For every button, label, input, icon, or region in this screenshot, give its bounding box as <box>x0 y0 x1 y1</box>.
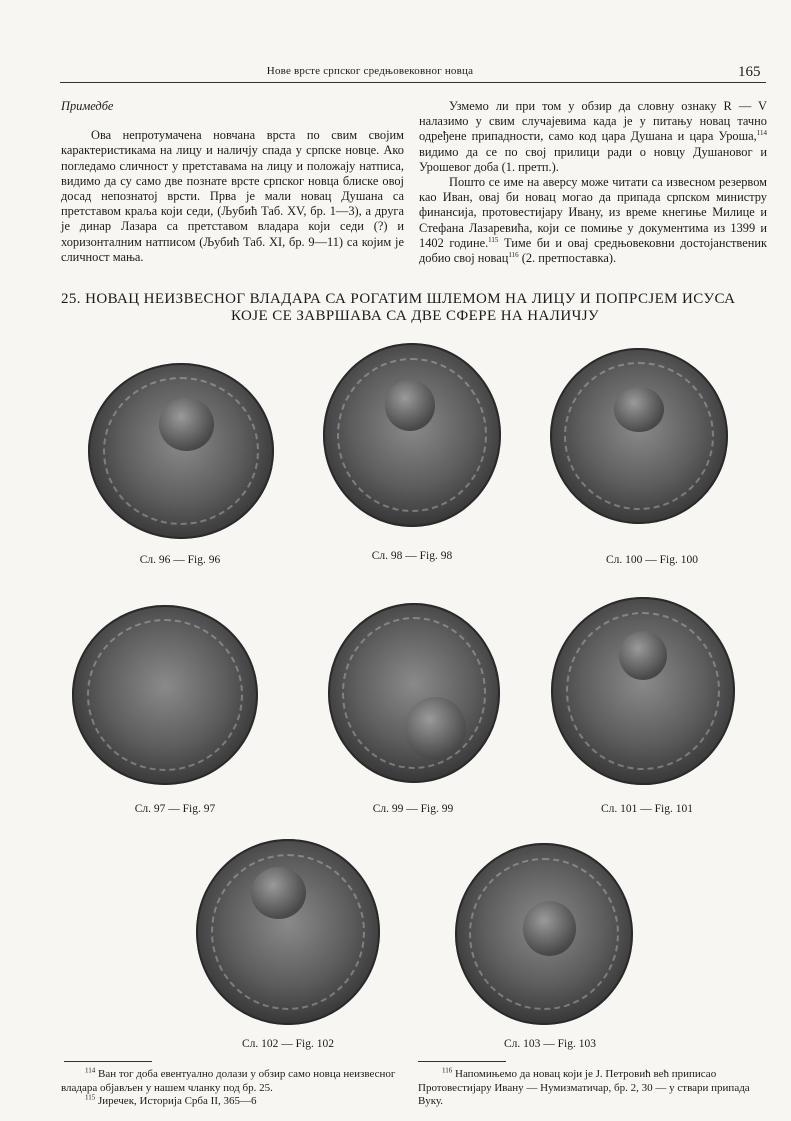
paragraph-1-end: видимо да се по свој прилици ради о новцу Душановог и Урошевог доба (1. претп.). <box>419 144 767 174</box>
coin-photo-98 <box>323 343 501 527</box>
coin-relief <box>159 398 215 451</box>
paragraph-2-text: Пошто се име на аверсу може читати са извесном резервом као Иван, овај би новац могао да припада српском министру финансија, протовестијару Ивану, из време кнегиње Милице и Стефана Лазаревића, који се помиње у документима из 1399 и 1402 године. <box>419 175 767 250</box>
figure-caption-98: Сл. 98 — Fig. 98 <box>371 550 453 562</box>
page-number: 165 <box>738 64 761 80</box>
footnote-rule-right <box>418 1061 506 1062</box>
figure-caption-100: Сл. 100 — Fig. 100 <box>606 554 698 566</box>
footnote-114-text: Ван тог доба евентуално долази у обзир само новца неизвесног владара објављен у нашем чланку под бр. 25. <box>61 1068 396 1094</box>
left-column <box>61 99 404 265</box>
coin-photo-101 <box>551 597 735 785</box>
footnote-number-114: 114 <box>85 1066 96 1075</box>
section-heading <box>61 291 769 325</box>
coin-relief <box>523 901 576 956</box>
paragraph-2-cont: Тиме би и овај средњовековни достојанственик добио свој новац <box>419 235 767 266</box>
figure-caption-99: Сл. 99 — Fig. 99 <box>372 803 454 815</box>
coin-relief <box>614 387 664 433</box>
footnote-115 <box>61 1095 403 1109</box>
coin-photo-102 <box>196 839 380 1025</box>
footnote-116 <box>418 1068 768 1109</box>
coin-photo-99 <box>328 603 500 783</box>
remarks-paragraph: Ова непротумачена новчана врста по свим својим карактеристикама на лицу и наличју спада у српске новце. Ако погледамо сличност у претставама на лицу и положају натписа, видимо да су само две познате врсте српског новца блиске овој досад непознатој врсти. Прва је мали новац Душана са претставом краља који седи, (Љубић Таб. XV, бр. 1—3), а друга је динар Лазара са претставом владара који седи (?) и хоризонталним натписом (Љубић Таб. XI, бр. 9—11) са којим је сличност мања. <box>61 128 404 264</box>
figure-caption-97: Сл. 97 — Fig. 97 <box>134 803 216 815</box>
coin-photo-103 <box>455 843 633 1025</box>
coin-photo-97 <box>72 605 258 785</box>
footnote-number-115: 115 <box>85 1093 96 1102</box>
coin-relief <box>385 380 435 432</box>
coin-photo-96 <box>88 363 274 539</box>
footnote-number-116: 116 <box>442 1066 453 1075</box>
remarks-label: Примедбе <box>61 99 114 113</box>
footnote-ref-114: 114 <box>756 129 767 138</box>
footnote-116-text: Напомињемо да новац који је Ј. Петровић већ приписао Протовестијару Ивану — Нумизматичар, бр. 2, 30 — у ствари припада Вуку. <box>418 1068 750 1107</box>
footnotes-right <box>418 1068 768 1109</box>
coin-relief <box>619 631 667 680</box>
coin-relief <box>405 697 465 760</box>
footnotes-left <box>61 1068 403 1109</box>
figure-caption-96: Сл. 96 — Fig. 96 <box>139 554 221 566</box>
footnote-rule-left <box>64 1061 152 1062</box>
header-rule <box>60 82 766 83</box>
right-column <box>419 99 767 266</box>
coin-photo-100 <box>550 348 728 524</box>
paragraph-1 <box>419 99 767 175</box>
footnote-114 <box>61 1068 403 1095</box>
section-heading-line2: КОЈЕ СЕ ЗАВРШАВА СА ДВЕ СФЕРЕ НА НАЛИЧЈУ <box>231 308 599 324</box>
footnote-ref-116: 116 <box>508 250 519 259</box>
running-title: Нове врсте српског средњовековног новца <box>266 65 474 77</box>
paragraph-2 <box>419 175 767 266</box>
paragraph-2-end: (2. претпоставка). <box>518 251 617 266</box>
footnote-115-text: Јиречек, Историја Срба II, 365—6 <box>98 1095 257 1107</box>
coin-relief <box>251 867 306 919</box>
section-heading-line1: 25. НОВАЦ НЕИЗВЕСНОГ ВЛАДАРА СА РОГАТИМ ШЛЕМОМ НА ЛИЦУ И ПОПРСЈЕМ ИСУСА <box>61 291 736 307</box>
footnote-ref-115: 115 <box>488 235 499 244</box>
figure-caption-103: Сл. 103 — Fig. 103 <box>504 1038 596 1050</box>
coin-ring <box>87 619 243 770</box>
coin-ring <box>564 362 714 510</box>
paragraph-1-text: Узмемо ли при том у обзир да словну ознаку R — V налазимо у свим случајевима када је у питању новац тачно одређене припадности, само код цара Душана и цара Уроша, <box>419 99 767 144</box>
figure-caption-102: Сл. 102 — Fig. 102 <box>242 1038 334 1050</box>
figure-caption-101: Сл. 101 — Fig. 101 <box>601 803 693 815</box>
